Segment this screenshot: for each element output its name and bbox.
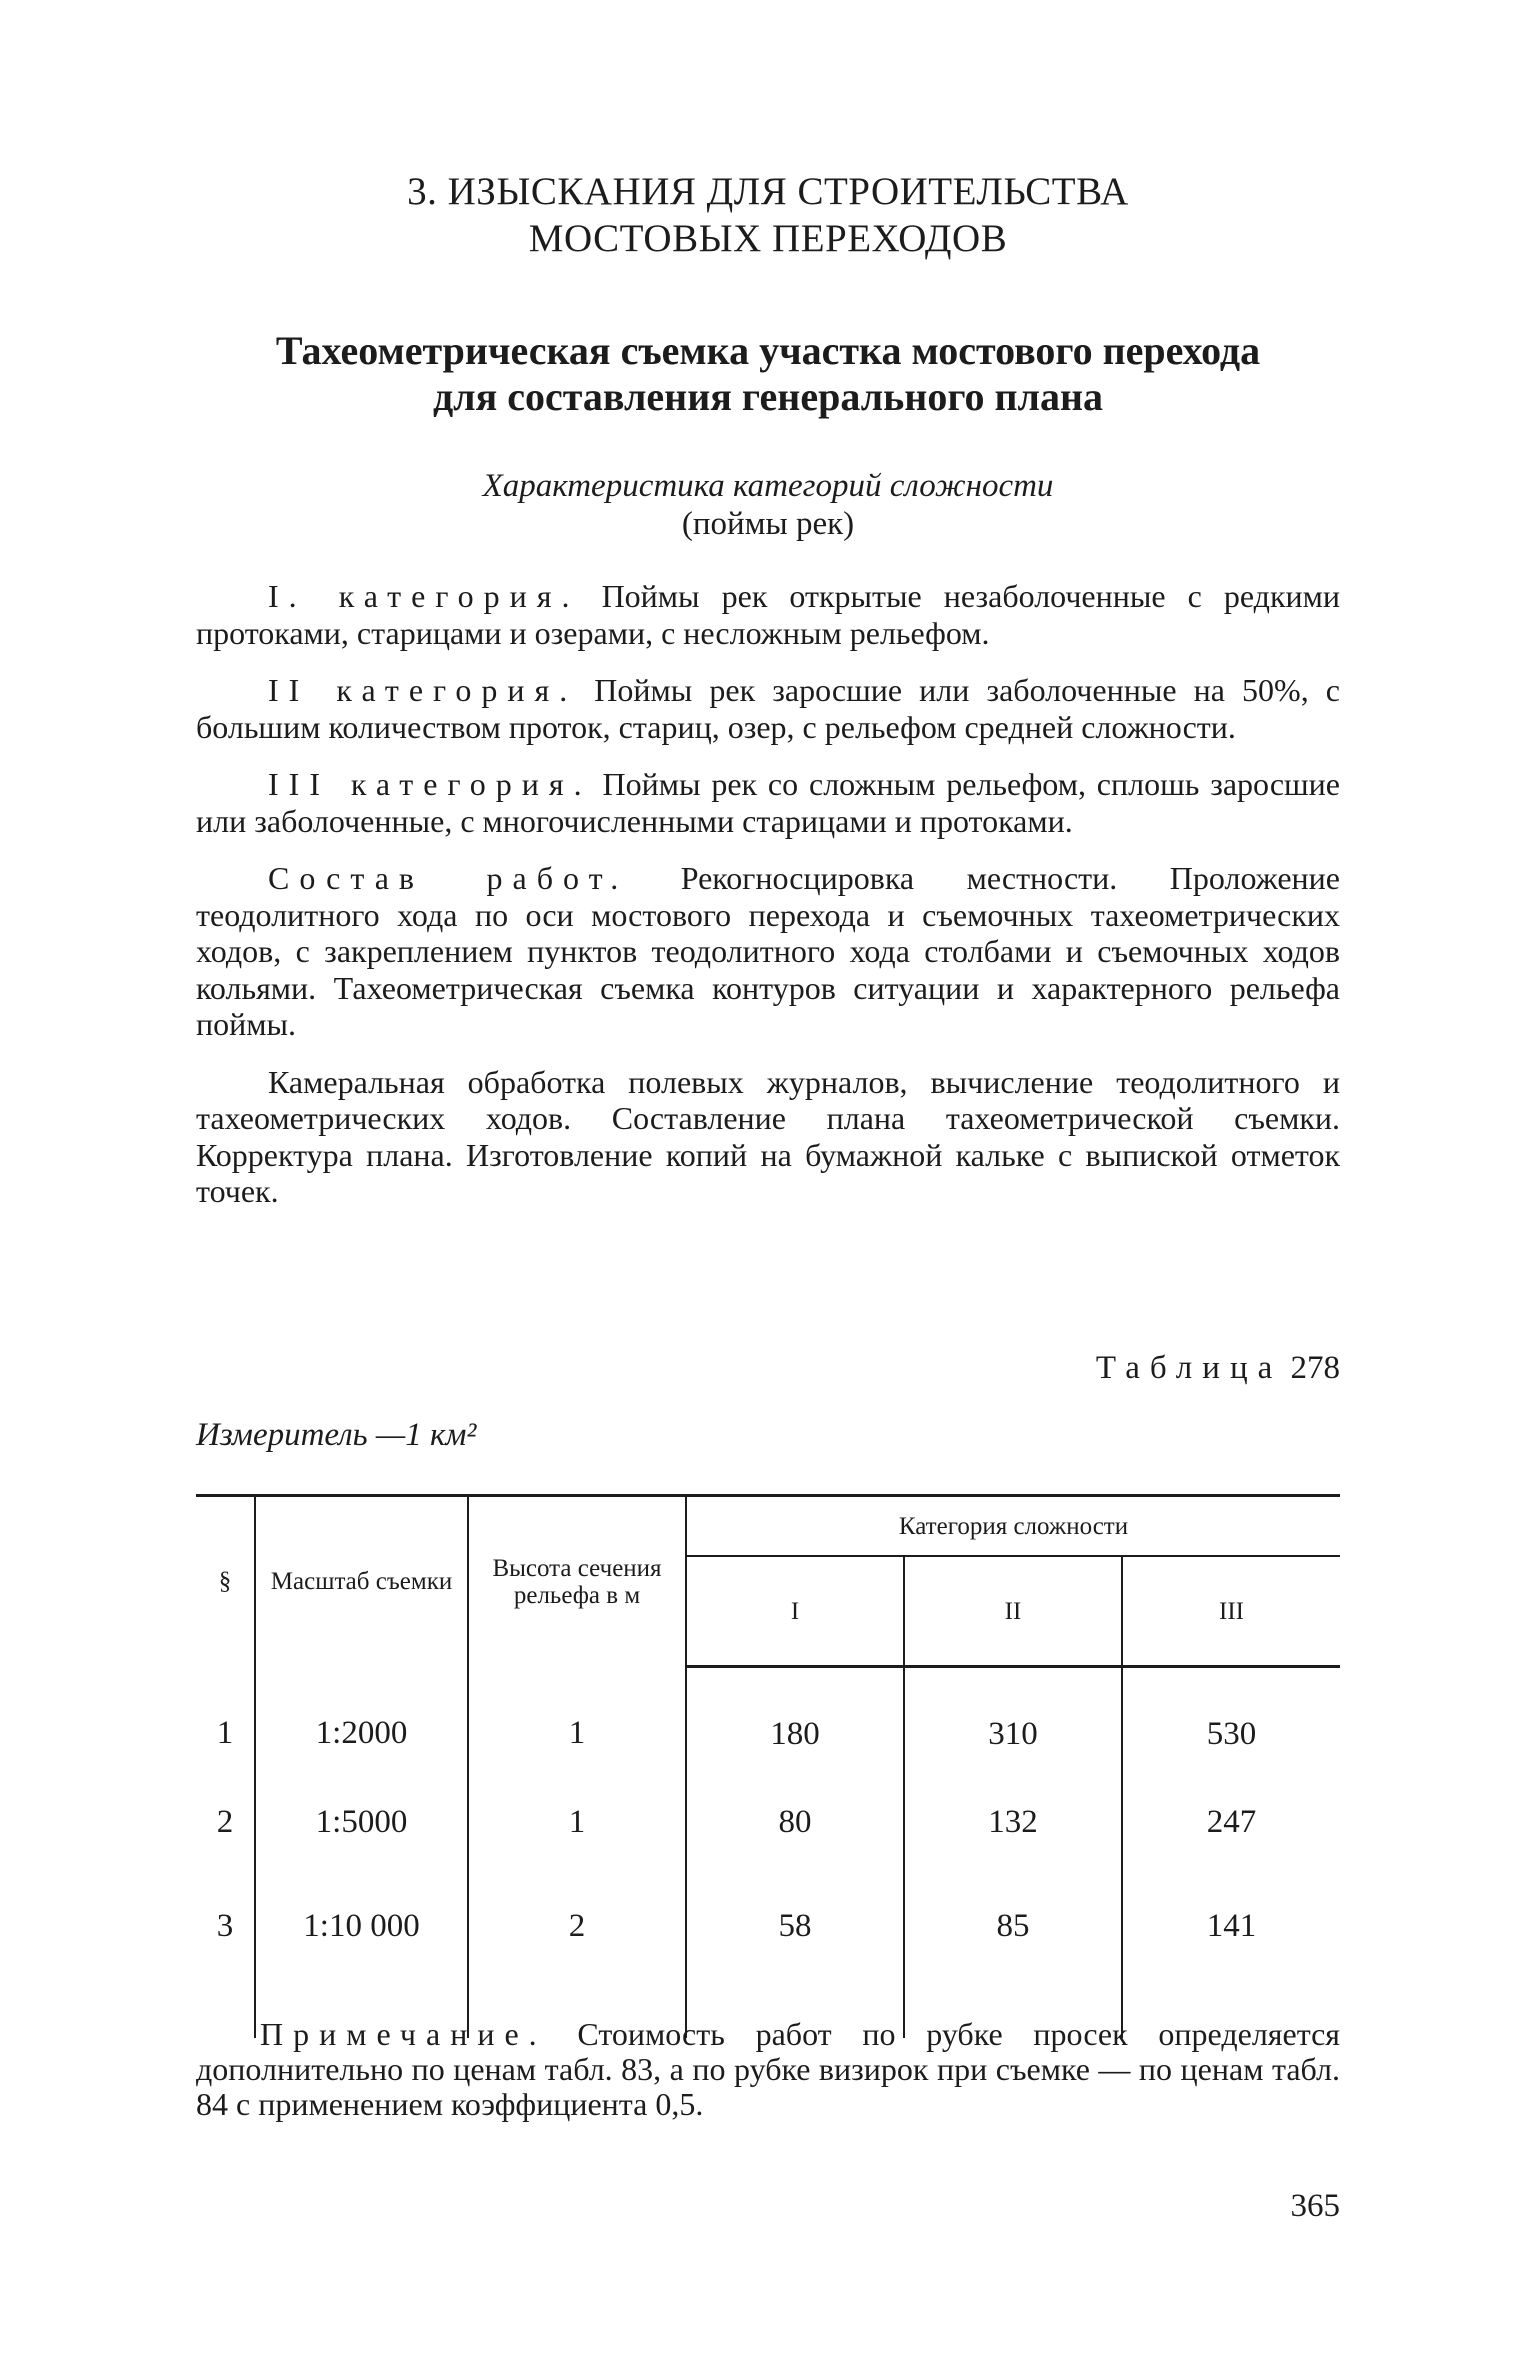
page-number: 365 bbox=[1290, 2188, 1340, 2224]
cell-height: 1 bbox=[468, 1778, 686, 1866]
table-note bbox=[196, 2017, 1340, 2122]
cell-scale: 1:2000 bbox=[255, 1667, 468, 1779]
table-label bbox=[1096, 1350, 1340, 1387]
cell-cat-3: 530 bbox=[1122, 1667, 1340, 1779]
header-category: Категория сложности bbox=[686, 1496, 1340, 1557]
header-cat-3: III bbox=[1122, 1556, 1340, 1667]
note-label: Примечание. bbox=[260, 2016, 547, 2052]
section-title-line: 3. ИЗЫСКАНИЯ ДЛЯ СТРОИТЕЛЬСТВА bbox=[407, 170, 1129, 213]
header-cat-2: II bbox=[904, 1556, 1122, 1667]
cell-num: 2 bbox=[216, 1803, 234, 1840]
table-row bbox=[196, 1778, 1340, 1866]
category-label: II категория. bbox=[268, 672, 578, 708]
cell-cat-1: 80 bbox=[686, 1778, 904, 1866]
cell-scale: 1:10 000 bbox=[255, 1866, 468, 2038]
body-text bbox=[196, 578, 1340, 1231]
category-label: III категория. bbox=[268, 766, 592, 802]
category-text: Поймы рек открытые незаболоченные с редкими протоками, старицами и озерами, с несложным рельефом. bbox=[196, 578, 1341, 651]
table-unit: Измеритель —1 км² bbox=[196, 1417, 477, 1453]
work-label: Состав работ. bbox=[268, 860, 629, 896]
header-height: Высота сечения рельефа в м bbox=[468, 1496, 686, 1667]
cell-cat-2: 132 bbox=[904, 1778, 1122, 1866]
subsection-title bbox=[196, 328, 1340, 420]
table-row bbox=[196, 1667, 1340, 1779]
note-text: Стоимость работ по рубке просек определяется дополнительно по ценам табл. 83, а по рубке визирок при съемке — по ценам табл. 84 с применением коэффициента 0,5. bbox=[196, 2016, 1340, 2122]
cell-height: 1 bbox=[468, 1667, 686, 1779]
header-num: § bbox=[196, 1496, 255, 1667]
category-paragraph bbox=[196, 578, 1340, 651]
cell-cat-3: 141 bbox=[1122, 1866, 1340, 2038]
work-paragraph bbox=[196, 860, 1340, 1043]
category-paragraph bbox=[196, 766, 1340, 839]
work-text: Рекогносцировка местности. Проложение теодолитного хода по оси мостового перехода и съемочных тахеометрических ходов, с закреплением пунктов теодолитного хода столбами и съемочных ходов кольями. Тахеометрическая съемка контуров ситуации и характерного рельефа поймы. bbox=[196, 860, 1341, 1042]
cell-height: 2 bbox=[468, 1866, 686, 2038]
characteristics-title: Характеристика категорий сложности bbox=[482, 468, 1054, 504]
table-row bbox=[196, 1866, 1340, 2038]
rates-table bbox=[196, 1494, 1340, 2038]
category-paragraph bbox=[196, 672, 1340, 745]
characteristics-heading bbox=[196, 467, 1340, 543]
cell-cat-3: 247 bbox=[1122, 1778, 1340, 1866]
cell-num: 1 bbox=[216, 1714, 234, 1751]
subsection-title-line: для составления генерального плана bbox=[432, 374, 1104, 419]
characteristics-subtitle: (поймы рек) bbox=[681, 506, 855, 542]
cell-cat-1: 58 bbox=[686, 1866, 904, 2038]
office-work-paragraph: Камеральная обработка полевых журналов, вычисление теодолитного и тахеометрических ходов. Составление плана тахеометрической съемки. Корректура плана. Изготовление копий на бумажной кальке с выпиской отметок точек. bbox=[196, 1063, 1340, 1209]
category-text: Поймы рек со сложным рельефом, сплошь заросшие или заболоченные, с многочисленными старицами и протоками. bbox=[196, 766, 1341, 839]
category-text: Поймы рек заросшие или заболоченные на 50%, с большим количеством проток, стариц, озер, с рельефом средней сложности. bbox=[196, 672, 1340, 745]
section-title-line: МОСТОВЫХ ПЕРЕХОДОВ bbox=[528, 217, 1008, 260]
cell-num: 3 bbox=[216, 1908, 234, 1944]
section-title bbox=[196, 168, 1340, 262]
cell-cat-1: 180 bbox=[686, 1667, 904, 1779]
header-cat-1: I bbox=[686, 1556, 904, 1667]
cell-cat-2: 85 bbox=[904, 1866, 1122, 2038]
table-label-word: Таблица bbox=[1095, 1350, 1283, 1386]
cell-scale: 1:5000 bbox=[255, 1778, 468, 1866]
cell-cat-2: 310 bbox=[904, 1667, 1122, 1779]
table-label-number: 278 bbox=[1290, 1350, 1340, 1386]
header-scale: Масштаб съемки bbox=[255, 1496, 468, 1667]
subsection-title-line: Тахеометрическая съемка участка мостового перехода bbox=[275, 328, 1261, 373]
category-label: I. категория. bbox=[268, 578, 580, 614]
